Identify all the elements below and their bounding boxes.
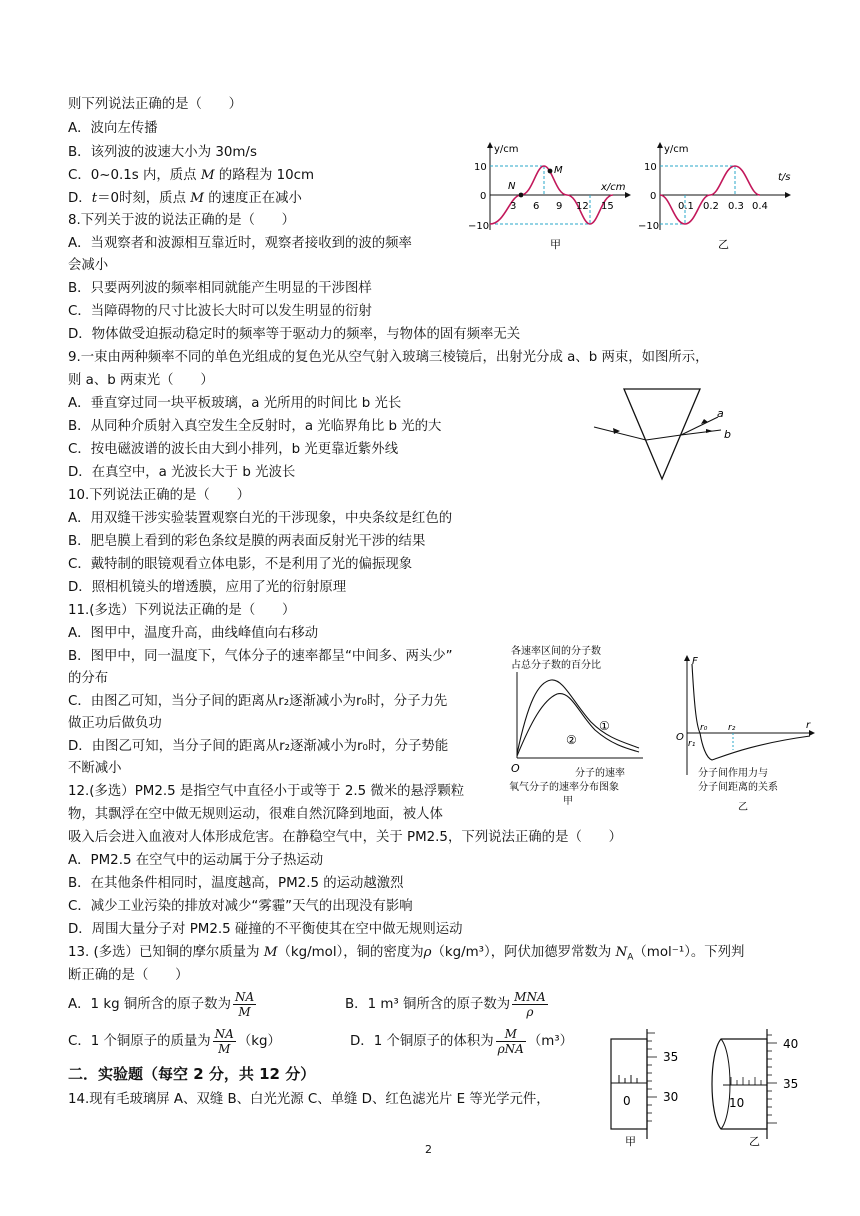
yi-y-label: y/cm (664, 144, 689, 155)
jia-caption: 甲 (625, 1135, 636, 1148)
label-b: b (724, 428, 731, 441)
fraction: $\frac{NA}{M}$ (234, 989, 255, 1019)
r2-label: r₂ (728, 723, 736, 733)
yi-tick-x: 0.2 (703, 201, 719, 212)
q10-stem: 10.下列说法正确的是（ ） (68, 488, 250, 503)
q11-option-a: A．图甲中，温度升高，曲线峰值向右移动 (68, 626, 319, 641)
curve-2 (517, 694, 639, 756)
arrow-icon (706, 429, 713, 433)
jia-tick-y: 0 (480, 191, 487, 202)
jia-tick-x: 6 (533, 201, 540, 212)
jia-tick-x: 3 (510, 201, 517, 212)
curve-2-label: ② (566, 733, 577, 747)
q8-option-d: D．物体做受迫振动稳定时的频率等于驱动力的频率，与物体的固有频率无关 (68, 327, 521, 342)
jia-y-label1: 各速率区间的分子数 (511, 646, 601, 657)
molecular-force-figure (672, 650, 822, 816)
micrometer-figure (605, 1023, 805, 1153)
q8-option-a-line1: A．当观察者和波源相互靠近时，观察者接收到的波的频率 (68, 236, 412, 251)
point-n (519, 193, 524, 198)
yi-tick-x: 0.1 (678, 201, 694, 212)
yi-tick-y: 10 (644, 162, 657, 173)
q12-option-c: C．减少工业污染的排放对减少“雾霾”天气的出现没有影响 (68, 899, 413, 914)
yi-sleeve-scale (731, 1077, 761, 1085)
q10-option-c: C．戴特制的眼镜观看立体电影，不是利用了光的偏振现象 (68, 557, 413, 572)
yi-title2: 分子间距离的关系 (698, 782, 778, 793)
jia-sleeve (611, 1039, 647, 1129)
q11-option-b-line1: B．图甲中，同一温度下，气体分子的速率都呈“中间多、两头少” (68, 649, 453, 664)
q7-stem: 则下列说法正确的是（ ） (68, 97, 243, 112)
q12-stem-line3: 吸入后会进入血液对人体形成危害。在静稳空气中，关于 PM2.5，下列说法正确的是（ ） (68, 830, 623, 845)
yi-caption: 乙 (738, 802, 748, 813)
yi-origin: O (676, 732, 684, 743)
jia-x-label: 分子的速率 (575, 768, 625, 779)
q11-option-c-line2: 做正功后做负功 (68, 716, 162, 731)
jia-tick-x: 15 (601, 201, 614, 212)
yi-tick-y: 0 (650, 191, 657, 202)
jia-tick-y: −10 (468, 221, 490, 232)
q10-option-b: B．肥皂膜上看到的彩色条纹是膜的两表面反射光干涉的结果 (68, 534, 426, 549)
jia-caption: 甲 (563, 796, 573, 807)
yi-tick-x: 0.3 (728, 201, 744, 212)
label-m: M (554, 165, 563, 176)
q13-option-d: D．1 个铜原子的体积为 $\frac{M}{\text{ρNA}}$ （m³） (350, 1026, 574, 1056)
q9-option-b: B．从同种介质射入真空发生全反射时，a 光临界角比 b 光的大 (68, 419, 442, 434)
q7-option-b: B．该列波的波速大小为 30m/s (68, 145, 257, 160)
q11-option-b-line2: 的分布 (68, 671, 109, 686)
q11-option-d-line1: D．由图乙可知，当分子间的距离从r₂逐渐减小为r₀时，分子势能 (68, 739, 449, 754)
q13-stem-line1: 13. (多选）已知铜的摩尔质量为 M（kg/mol），铜的密度为ρ（kg/m³），阿伏加德罗常数为 $N_A(mol^{-1})$。下列判 (68, 945, 745, 963)
jia-tick-x: 9 (556, 201, 563, 212)
curve-1-label: ① (599, 719, 610, 733)
q8-option-a-line2: 会减小 (68, 258, 109, 273)
yi-ten-label: 10 (729, 1096, 745, 1110)
q12-option-b: B．在其他条件相同时，温度越高，PM2.5 的运动越激烈 (68, 876, 404, 891)
fraction: $\frac{NA}{M}$ (214, 1026, 234, 1056)
q11-option-c-line1: C．由图乙可知，当分子间的距离从r₂逐渐减小为r₀时，分子力先 (68, 694, 448, 709)
q8-stem: 8.下列关于波的说法正确的是（ ） (68, 213, 296, 228)
q9-stem-line1: 9.一束由两种频率不同的单色光组成的复色光从空气射入玻璃三棱镜后，出射光分成 a、b 两束，如图所示， (68, 350, 709, 365)
yi-x-label: t/s (778, 172, 791, 183)
jia-caption: 甲 (550, 238, 561, 251)
r1-label: r₁ (688, 739, 696, 749)
q13-stem-line2: 断正确的是（ ） (68, 968, 189, 983)
q9-stem-line2: 则 a、b 两束光（ ） (68, 373, 214, 388)
q11-option-d-line2: 不断减小 (68, 761, 122, 776)
refracted-ray (646, 435, 681, 440)
prism-figure (588, 385, 748, 483)
page-number: 2 (425, 1143, 432, 1156)
q7-option-d: D．t＝0时刻，质点 M 的速度正在减小 (68, 191, 302, 206)
jia-tick-x: 12 (576, 201, 589, 212)
q12-option-a: A．PM2.5 在空气中的运动属于分子热运动 (68, 853, 324, 868)
q13-option-c: C．1 个铜原子的质量为 $\frac{NA}{M}$ （kg） (68, 1026, 281, 1056)
q12-option-d: D．周围大量分子对 PM2.5 碰撞的不平衡使其在空中做无规则运动 (68, 922, 463, 937)
point-m (548, 169, 553, 174)
yi-thimble-label: 35 (783, 1077, 799, 1091)
yi-caption: 乙 (749, 1135, 760, 1148)
label-a: a (717, 407, 724, 420)
incident-ray (594, 427, 646, 440)
q8-option-b: B．只要两列波的频率相同就能产生明显的干涉图样 (68, 281, 372, 296)
q7-option-a: A．波向左传播 (68, 121, 158, 136)
label-n: N (508, 181, 516, 192)
q13-option-b: B．1 m³ 铜所含的原子数为 $\frac{\text{MNA}}{\rho}$ (345, 989, 546, 1019)
jia-title: 氧气分子的速率分布图象 (509, 782, 619, 793)
yi-sleeve (712, 1039, 767, 1129)
q14-stem: 14.现有毛玻璃屏 A、双缝 B、白光光源 C、单缝 D、红色滤光片 E 等光学元件， (68, 1092, 550, 1107)
yi-thimble-label: 40 (783, 1037, 799, 1051)
r0-label: r₀ (700, 723, 708, 733)
jia-y-label: y/cm (494, 144, 519, 155)
yi-tick-x: 0.4 (752, 201, 768, 212)
yi-title1: 分子间作用力与 (698, 768, 768, 779)
force-curve (692, 664, 810, 760)
yi-y-label: F (692, 656, 698, 667)
wave-figure (460, 135, 795, 255)
q10-option-d: D．照相机镜头的增透膜，应用了光的衍射原理 (68, 580, 347, 595)
jia-x-label: x/cm (601, 182, 626, 193)
q13-option-a: A．1 kg 铜所含的原子数为 $\frac{NA}{M}$ (68, 989, 255, 1019)
jia-origin: O (511, 762, 520, 775)
q12-stem-line1: 12.(多选）PM2.5 是指空气中直径小于或等于 2.5 微米的悬浮颗粒 (68, 784, 465, 799)
q8-option-c: C．当障碍物的尺寸比波长大时可以发生明显的衍射 (68, 304, 372, 319)
q12-stem-line2: 物，其飘浮在空中做无规则运动，很难自然沉降到地面，被人体 (68, 807, 443, 822)
jia-y-label2: 占总分子数的百分比 (511, 660, 601, 671)
q9-option-c: C．按电磁波谱的波长由大到小排列，b 光更靠近紫外线 (68, 442, 399, 457)
jia-thimble-label: 35 (663, 1050, 679, 1064)
yi-thimble-scale (767, 1035, 777, 1123)
speed-distribution-figure (503, 642, 653, 810)
jia-zero-label: 0 (623, 1094, 631, 1108)
jia-thimble-label: 30 (663, 1090, 679, 1104)
q9-option-d: D．在真空中，a 光波长大于 b 光波长 (68, 465, 296, 480)
fraction: $\frac{\text{MNA}}{\rho}$ (514, 989, 546, 1019)
yi-barrel-curve (721, 1039, 730, 1129)
q10-option-a: A．用双缝干涉实验装置观察白光的干涉现象，中央条纹是红色的 (68, 511, 453, 526)
jia-tick-y: 10 (474, 162, 487, 173)
yi-tick-y: −10 (638, 221, 660, 232)
section-title: 二．实验题（每空 2 分，共 12 分） (68, 1065, 316, 1083)
jia-thimble-scale (647, 1033, 657, 1121)
yi-x-label: r (806, 720, 811, 731)
q9-option-a: A．垂直穿过同一块平板玻璃，a 光所用的时间比 b 光长 (68, 396, 402, 411)
q11-stem: 11.(多选）下列说法正确的是（ ） (68, 603, 296, 618)
yi-caption: 乙 (718, 238, 729, 251)
fraction: $\frac{M}{\text{ρNA}}$ (497, 1026, 524, 1056)
q7-option-c: C．0~0.1s 内，质点 M 的路程为 10cm (68, 168, 315, 183)
